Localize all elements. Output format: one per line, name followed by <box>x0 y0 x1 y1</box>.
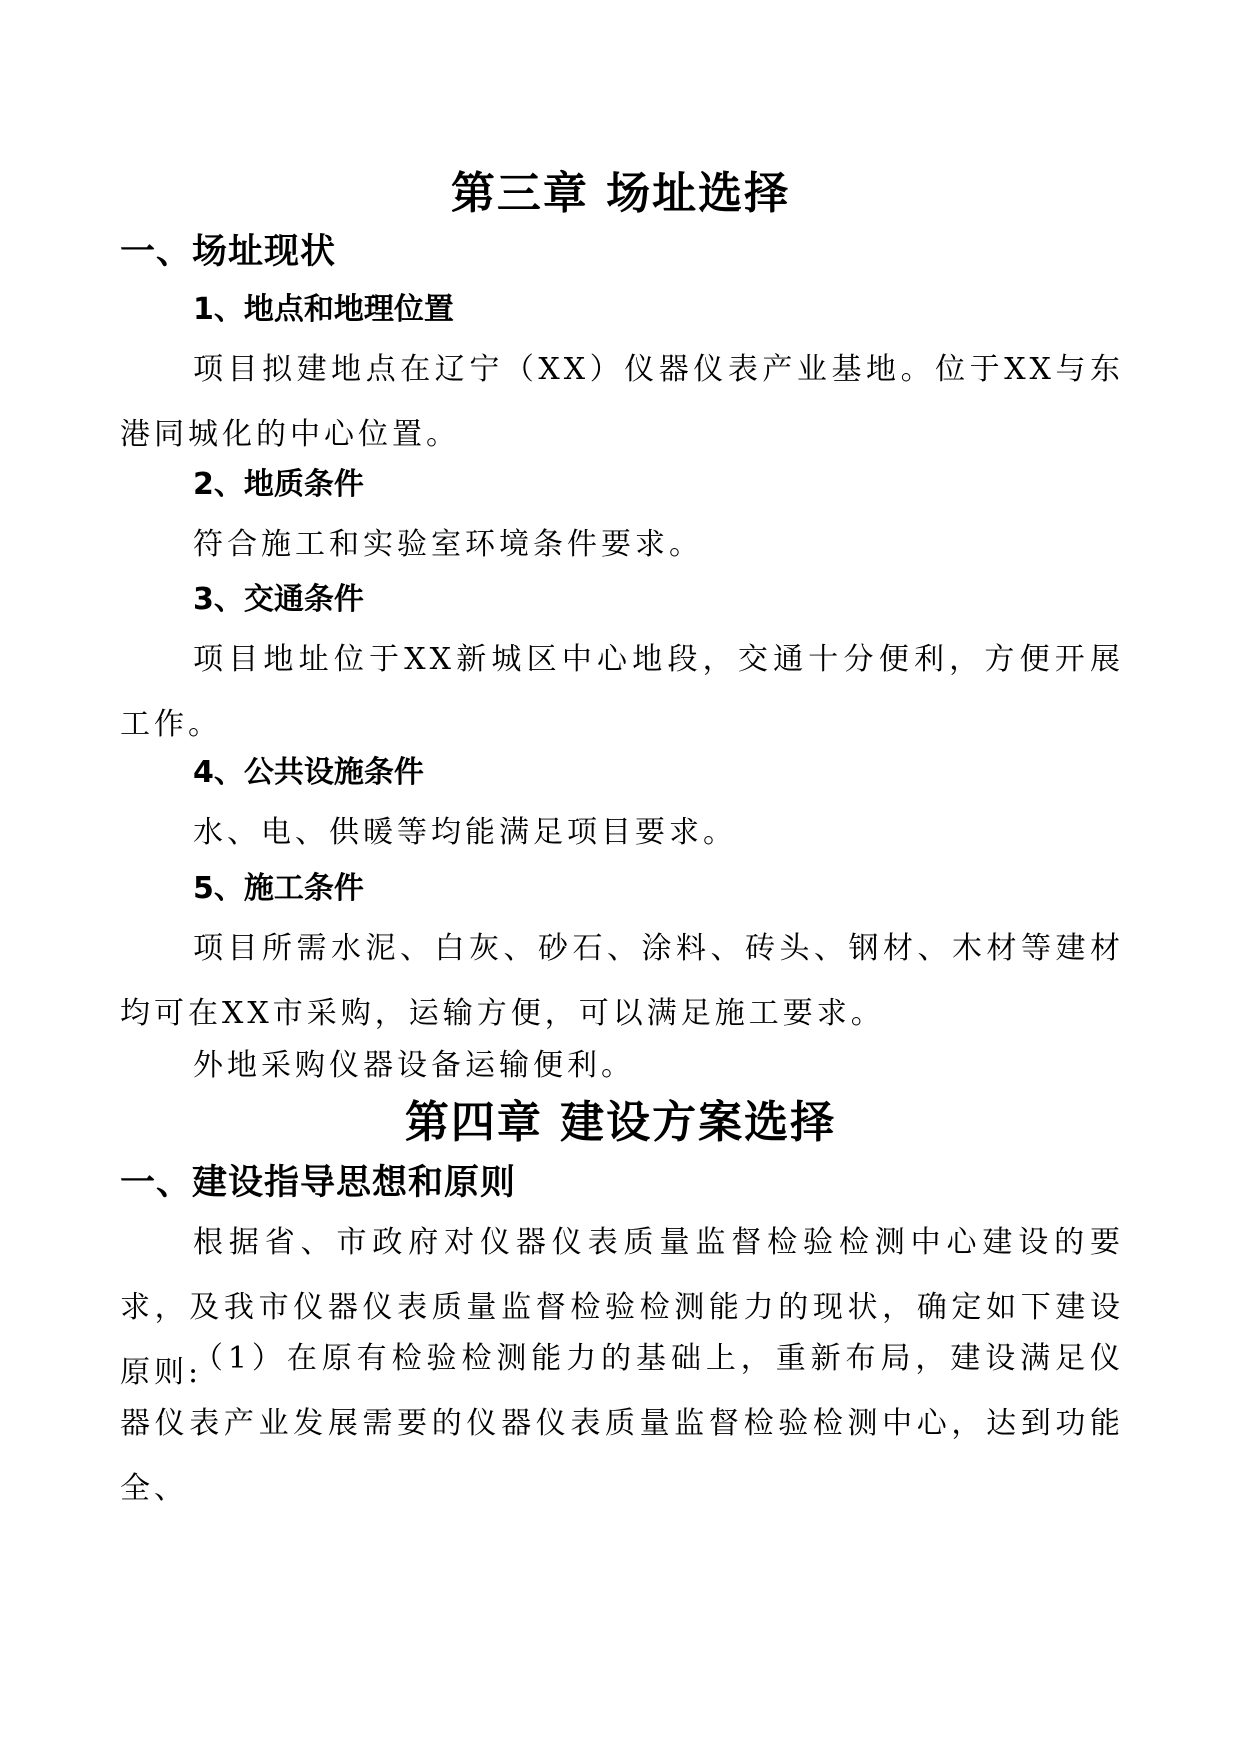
subheading-location: 1、地点和地理位置 <box>193 292 454 327</box>
chapter-3-title: 第三章 场址选择 <box>450 168 791 219</box>
paragraph-geology: 符合施工和实验室环境条件要求。 <box>193 527 703 562</box>
subheading-geology: 2、地质条件 <box>193 467 364 502</box>
section-heading-site-status: 一、场址现状 <box>120 232 337 272</box>
paragraph-transportation: 项目地址位于XX新城区中心地段，交通十分便利，方便开展工作。 <box>120 642 1124 742</box>
paragraph-equipment-transport: 外地采购仪器设备运输便利。 <box>193 1048 635 1083</box>
subheading-public-facilities: 4、公共设施条件 <box>193 755 424 790</box>
paragraph-principles-intro: 根据省、市政府对仪器仪表质量监督检验检测中心建设的要求，及我市仪器仪表质量监督检验检测能力的现状，确定如下建设原则: <box>120 1225 1124 1390</box>
subheading-transportation: 3、交通条件 <box>193 582 364 617</box>
paragraph-principle-1: （1）在原有检验检测能力的基础上，重新布局，建设满足仪器仪表产业发展需要的仪器仪表质量监督检验检测中心，达到功能全、 <box>120 1341 1124 1506</box>
chapter-4-title: 第四章 建设方案选择 <box>404 1097 837 1148</box>
paragraph-public-facilities: 水、电、供暖等均能满足项目要求。 <box>193 815 737 850</box>
paragraph-construction-materials: 项目所需水泥、白灰、砂石、涂料、砖头、钢材、木材等建材均可在XX市采购，运输方便，可以满足施工要求。 <box>120 931 1124 1031</box>
subheading-construction: 5、施工条件 <box>193 871 364 906</box>
section-heading-guiding-principles: 一、建设指导思想和原则 <box>120 1163 517 1203</box>
paragraph-location: 项目拟建地点在辽宁（XX）仪器仪表产业基地。位于XX与东港同城化的中心位置。 <box>120 352 1124 452</box>
